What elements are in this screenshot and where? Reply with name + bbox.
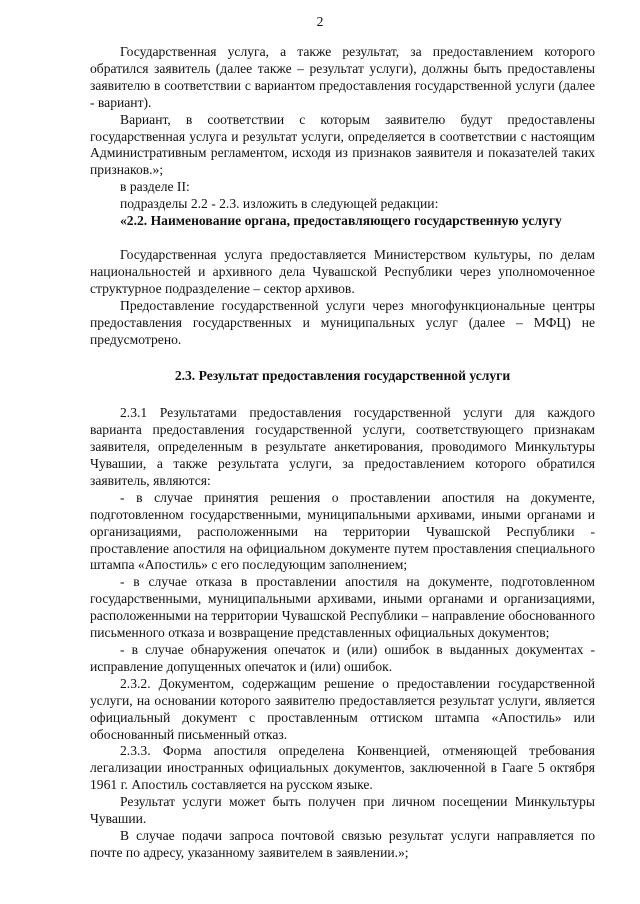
list-item: - в случае обнаружения опечаток и (или) ошибок в выданных документах - исправление допущенных опечаток и (или) ошибок. — [90, 642, 595, 674]
paragraph: 2.3.2. Документом, содержащим решение о предоставлении государственной услуги, на основании которого заявителю предоставляется результат услуги, является официальный документ с проставленным оттиском штампа «Апостиль» или обоснованный письменный отказ. — [90, 675, 595, 742]
paragraph: в разделе II: — [120, 179, 190, 195]
document-body — [90, 44, 595, 862]
list-item: - в случае отказа в проставлении апостиля на документе, подготовленном государственными, муниципальными архивами, иными органами и организациями, расположенными на территории Чувашской Республики – направление обоснованного письменного отказа и возвращение представленных официальных документов; — [90, 574, 595, 641]
spacer — [90, 348, 595, 368]
page-number: 2 — [316, 14, 324, 29]
paragraph: В случае подачи запроса почтовой связью результат услуги направляется по почте по адресу, указанному заявителем в заявлении.»; — [90, 827, 595, 860]
paragraph: Результат услуги может быть получен при личном посещении Минкультуры Чувашии. — [90, 794, 595, 827]
paragraph: Государственная услуга, а также результат, за предоставлением которого обратился заявитель (далее также – результат услуги), должны быть предоставлены заявителю в соответствии с вариантом предоставления государственной услуги (далее - вариант). — [90, 44, 595, 110]
paragraph: подразделы 2.2 - 2.3. изложить в следующей редакции: — [120, 196, 439, 212]
spacer — [90, 230, 595, 247]
list-item: - в случае принятия решения о проставлении апостиля на документе, подготовленном государственными, муниципальными архивами, иными органами и организациями, расположенными на территории Чувашской Республики - проставление апостиля на официальном документе путем проставления специального штампа «Апостиль» с его последующим заполнением; — [90, 489, 595, 573]
paragraph: Предоставление государственной услуги через многофункциональные центры предоставления государственных и муниципальных услуг (далее – МФЦ) не предусмотрено. — [90, 297, 595, 347]
spacer — [90, 385, 595, 405]
section-heading-2-2: «2.2. Наименование органа, предоставляющего государственную услугу — [120, 213, 562, 229]
section-heading-2-3: 2.3. Результат предоставления государственной услуги — [174, 368, 511, 384]
paragraph: 2.3.3. Форма апостиля определена Конвенцией, отменяющей требования легализации иностранных официальных документов, заключенной в Гааге 5 октября 1961 г. Апостиль составляется на русском языке. — [90, 743, 595, 793]
paragraph: 2.3.1 Результатами предоставления государственной услуги для каждого варианта предоставления государственной услуги, соответствующего признакам заявителя, определенным в результате анкетирования, проводимого Минкультуры Чувашии, а также результата услуги, за предоставлением которого обратился заявитель, являются: — [90, 405, 595, 488]
paragraph: Вариант, в соответствии с которым заявителю будут предоставлены государственная услуга и результат услуги, определяется в соответствии с настоящим Административным регламентом, исходя из признаков заявителя и показателей таких признаков.»; — [90, 111, 595, 178]
paragraph: Государственная услуга предоставляется Министерством культуры, по делам национальностей и архивного дела Чувашской Республики через уполномоченное структурное подразделение – сектор архивов. — [90, 246, 595, 296]
